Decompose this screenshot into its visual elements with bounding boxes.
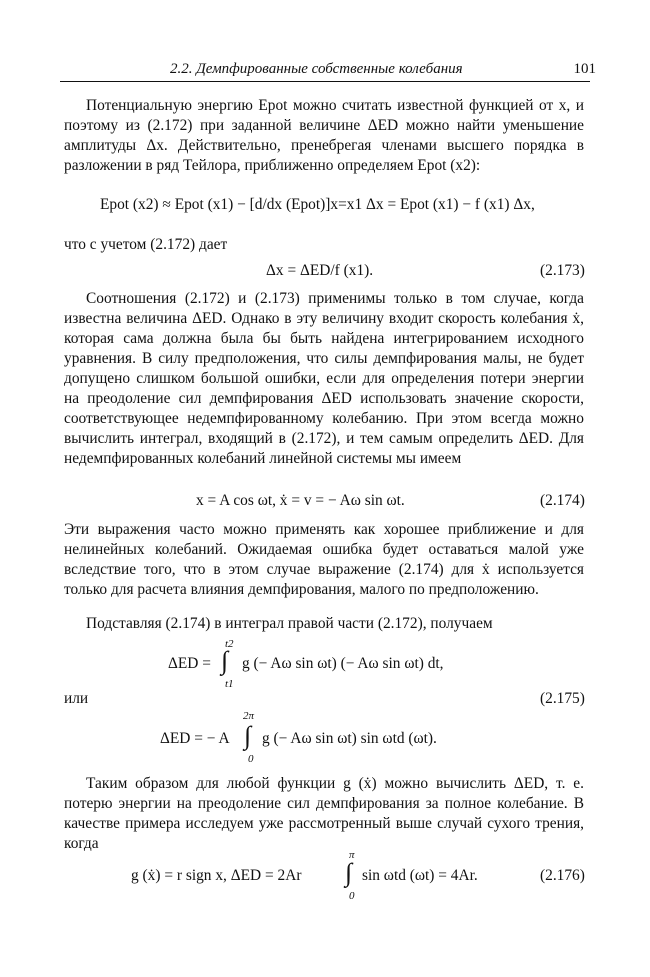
paragraph-5-text: Таким образом для любой функции g (ẋ) можно вычислить ΔED, т. е. потерю энергии на преодоление сил демпфирования за полное колебание. В качестве примера исследуем уже рассмотренный выше случай сухого трения, когда	[64, 775, 584, 852]
paragraph-2	[64, 289, 584, 469]
paragraph-4	[64, 614, 584, 634]
equation-number-2-176: (2.176)	[540, 867, 585, 884]
integral-sign: ∫	[244, 721, 252, 750]
running-head	[60, 61, 596, 82]
integral-upper-limit: t2	[225, 638, 234, 650]
integral-sign: ∫	[345, 858, 353, 887]
paragraph-3	[64, 520, 584, 600]
page-number: 101	[573, 61, 596, 77]
equation-2-175a-body: g (− Aω sin ωt) (− Aω sin ωt) dt,	[242, 655, 444, 672]
integral-lower-limit: t1	[225, 678, 234, 690]
paragraph-1	[64, 96, 584, 176]
integral-upper-limit: π	[349, 849, 355, 861]
equation-2-176-left: g (ẋ) = r sign x, ΔED = 2Ar	[131, 867, 302, 884]
paragraph-3-text: Эти выражения часто можно применять как хорошее приближение и для нелинейных колебаний. Ожидаемая ошибка будет оставаться малой уже вследствие того, что в этом случае выражение (2.174) для ẋ используется только для расчета влияния демпфирования, малого по предположению.	[64, 521, 584, 598]
paragraph-4-text: Подставляя (2.174) в интеграл правой части (2.172), получаем	[86, 615, 493, 632]
equation-number-2-174: (2.174)	[540, 492, 585, 509]
paragraph-2-text: Соотношения (2.172) и (2.173) применимы только в том случае, когда известна величина ΔED. Однако в эту величину входит скорость колебания ẋ, которая сама должна была бы быть найдена интегрированием исходного уравнения. В силу предположения, что силы демпфирования малы, не будет допущено слишком большой ошибки, если для определения потери энергии на преодоление сил демпфирования ΔED использовать значение скорости, соответствующее недемпфированному колебанию. При этом всегда можно вычислить интеграл, входящий в (2.172), и тем самым определить ΔED. Для недемпфированных колебаний линейной системы мы имеем	[64, 290, 584, 467]
equation-2-175b-body: g (− Aω sin ωt) sin ωtd (ωt).	[262, 730, 437, 747]
equation-taylor: Epot (x2) ≈ Epot (x1) − [d/dx (Epot)]x=x1 Δx = Epot (x1) − f (x1) Δx,	[100, 196, 535, 213]
word-or: или	[64, 690, 89, 707]
text-gives: что с учетом (2.172) дает	[64, 236, 228, 253]
equation-2-174: x = A cos ωt, ẋ = v = − Aω sin ωt.	[196, 492, 405, 509]
equation-2-175b-lhs: ΔED = − A	[160, 730, 230, 747]
paragraph-5	[64, 774, 584, 854]
equation-number-2-173: (2.173)	[540, 262, 585, 279]
equation-2-176-right: sin ωtd (ωt) = 4Ar.	[362, 867, 478, 884]
integral-upper-limit: 2π	[243, 710, 255, 722]
integral-lower-limit: 0	[349, 890, 355, 902]
equation-2-173: Δx = ΔED/f (x1).	[266, 262, 374, 279]
integral-lower-limit: 0	[248, 753, 254, 765]
paragraph-1-text: Потенциальную энергию Epot можно считать известной функцией от x, и поэтому из (2.172) при заданной величине ΔED можно найти уменьшение амплитуды Δx. Действительно, пренебрегая членами высшего порядка в разложении в ряд Тейлора, приближенно определяем Epot (x2):	[64, 97, 584, 174]
equation-2-175a-lhs: ΔED =	[168, 655, 211, 672]
section-title: 2.2. Демпфированные собственные колебания	[170, 61, 463, 77]
equation-number-2-175: (2.175)	[540, 690, 585, 707]
integral-sign: ∫	[221, 646, 229, 675]
